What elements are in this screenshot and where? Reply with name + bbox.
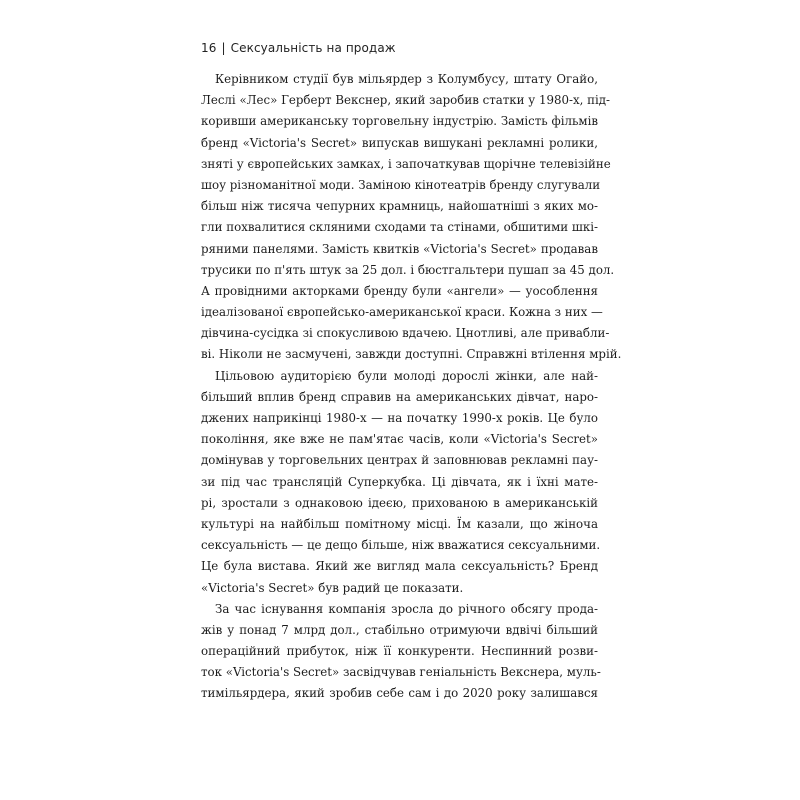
text-line: жів у понад 7 млрд дол., стабільно отримуючи вдвічі більший <box>201 622 598 637</box>
text-line: більш ніж тисяча чепурних крамниць, найошатніші з яких мо- <box>201 199 598 214</box>
text-line: тимільярдера, який зробив себе сам і до 2020 року залишався <box>201 686 598 701</box>
text-line: зи під час трансляцій Суперкубка. Ці дівчата, як і їхні мате- <box>201 474 598 489</box>
text-line: Керівником студії був мільярдер з Колумбусу, штату Огайо, <box>215 72 598 86</box>
running-header <box>201 41 396 55</box>
text-line: трусики по п'ять штук за 25 дол. і бюстгальтери пушап за 45 дол. <box>201 262 615 277</box>
text-line: більший вплив бренд справив на американських дівчат, наро- <box>201 389 598 404</box>
chapter-title: Сексуальність на продаж <box>230 41 396 55</box>
text-line: культурі на найбільш помітному місці. Їм казали, що жіноча <box>201 516 598 531</box>
text-line: Цільовою аудиторією були молоді дорослі жінки, але най- <box>215 368 598 383</box>
text-line: покоління, яке вже не пам'ятає часів, коли «Victoria's Secret» <box>201 432 598 447</box>
text-line: А провідними акторками бренду були «ангели» — уособлення <box>201 283 598 298</box>
text-line: За час існування компанія зросла до річного обсягу прода- <box>215 601 598 616</box>
text-line: сексуальність — це дещо більше, ніж вважатися сексуальними. <box>201 538 601 553</box>
text-line: ідеалізованої європейсько-американської краси. Кожна з них — <box>201 305 603 320</box>
text-line: бренд «Victoria's Secret» випускав вишукані рекламні ролики, <box>201 135 598 150</box>
text-line: операційний прибуток, ніж її конкуренти. Неспинний розви- <box>201 644 598 659</box>
text-line: Леслі «Лес» Герберт Векснер, який заробив статки у 1980-х, під- <box>201 93 611 108</box>
text-line: «Victoria's Secret» був радий це показати. <box>201 580 464 595</box>
text-line: ток «Victoria's Secret» засвідчував геніальність Векснера, муль- <box>201 665 601 680</box>
text-line: гли похвалитися скляними сходами та стінами, обшитими шкі- <box>201 220 598 235</box>
text-line: рі, зростали з однаковою ідеєю, прихованою в американській <box>201 495 598 510</box>
text-line: ві. Ніколи не засмучені, завжди доступні. Справжні втілення мрій. <box>201 347 622 362</box>
text-line: домінував у торговельних центрах й заповнював рекламні пау- <box>201 453 598 468</box>
body-text <box>201 69 622 705</box>
text-line: шоу різноманітної моди. Заміною кінотеатрів бренду слугували <box>201 177 601 192</box>
text-line: зняті у європейських замках, і започаткував щорічне телевізійне <box>201 156 611 171</box>
text-line: джених наприкінці 1980-х — на початку 1990-х років. Це було <box>201 411 598 425</box>
text-line: ряними панелями. Замість квитків «Victoria's Secret» продавав <box>201 241 598 256</box>
text-line: Це була вистава. Який же вигляд мала сексуальність? Бренд <box>201 559 598 574</box>
text-line: дівчина-сусідка зі спокусливою вдачею. Цнотливі, але привабли- <box>201 326 610 341</box>
text-line: коривши американську торговельну індустрію. Замість фільмів <box>201 114 598 129</box>
page-number: 16 <box>201 41 217 55</box>
header-separator: | <box>221 41 226 55</box>
